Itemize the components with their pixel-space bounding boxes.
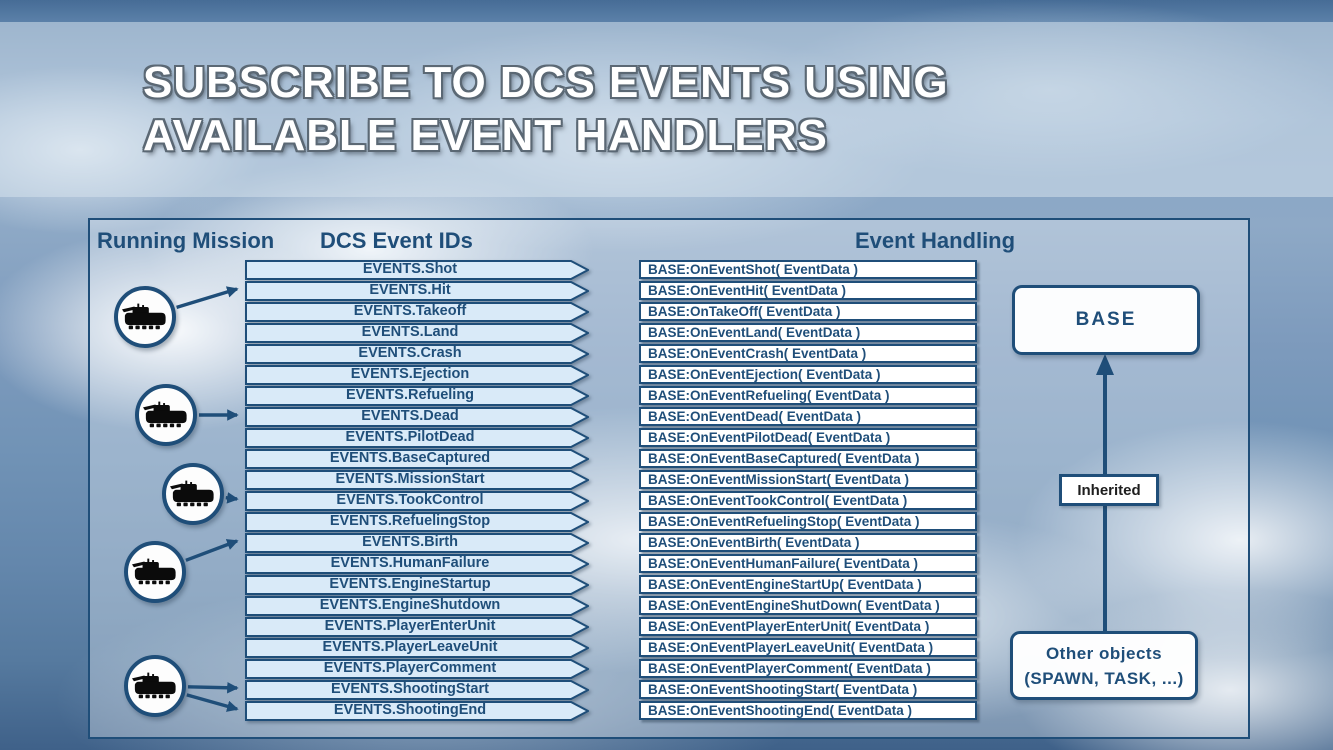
event-id-arrow xyxy=(245,575,589,595)
event-id-arrow xyxy=(245,554,589,574)
event-handler-box: BASE:OnEventShootingEnd( EventData ) xyxy=(639,701,977,720)
event-id-label: EVENTS.Land xyxy=(361,324,459,340)
inherited-label: Inherited xyxy=(1077,481,1141,499)
event-id-label: EVENTS.BaseCaptured xyxy=(329,450,491,466)
event-handler-box: BASE:OnEventDead( EventData ) xyxy=(639,407,977,426)
tank-icon xyxy=(170,480,216,509)
column-header-running-mission: Running Mission xyxy=(97,228,275,253)
event-id-label: EVENTS.MissionStart xyxy=(335,471,485,487)
event-handler-box: BASE:OnEventBirth( EventData ) xyxy=(639,533,977,552)
event-id-label: EVENTS.EngineShutdown xyxy=(319,597,501,613)
running-mission-unit-circle xyxy=(124,655,186,717)
running-mission-unit-circle xyxy=(114,286,176,348)
tank-icon xyxy=(122,303,168,332)
event-id-label: EVENTS.TookControl xyxy=(336,492,484,508)
event-id-label: EVENTS.RefuelingStop xyxy=(329,513,491,529)
event-handler-box: BASE:OnEventHumanFailure( EventData ) xyxy=(639,554,977,573)
event-handler-box: BASE:OnEventPilotDead( EventData ) xyxy=(639,428,977,447)
event-handler-box: BASE:OnEventLand( EventData ) xyxy=(639,323,977,342)
slide-title xyxy=(143,56,949,162)
event-id-label: EVENTS.Ejection xyxy=(350,366,470,382)
event-id-label: EVENTS.Hit xyxy=(369,282,451,298)
event-handler-box: BASE:OnEventEngineStartUp( EventData ) xyxy=(639,575,977,594)
event-handler-box: BASE:OnEventPlayerEnterUnit( EventData ) xyxy=(639,617,977,636)
event-id-arrow xyxy=(245,491,589,511)
event-id-label: EVENTS.HumanFailure xyxy=(330,555,490,571)
slide-title-line2: AVAILABLE EVENT HANDLERS xyxy=(143,111,828,160)
event-id-arrow xyxy=(245,365,589,385)
event-id-arrow xyxy=(245,260,589,280)
event-handler-box: BASE:OnEventRefuelingStop( EventData ) xyxy=(639,512,977,531)
other-objects-line1: Other objects xyxy=(1045,643,1163,663)
event-id-arrow xyxy=(245,449,589,469)
event-id-label: EVENTS.PlayerEnterUnit xyxy=(324,618,496,634)
running-mission-unit-circle xyxy=(162,463,224,525)
base-class-label: BASE xyxy=(1075,309,1137,330)
event-id-label: EVENTS.Birth xyxy=(362,534,458,550)
event-id-label: EVENTS.Refueling xyxy=(345,387,475,403)
event-id-label: EVENTS.PlayerComment xyxy=(323,660,497,676)
event-handler-box: BASE:OnEventShot( EventData ) xyxy=(639,260,977,279)
event-handler-box: BASE:OnEventShootingStart( EventData ) xyxy=(639,680,977,699)
tank-icon xyxy=(132,672,178,701)
column-header-event-handling: Event Handling xyxy=(854,228,1016,253)
running-mission-unit-circle xyxy=(135,384,197,446)
event-id-label: EVENTS.EngineStartup xyxy=(329,576,491,592)
event-id-label: EVENTS.ShootingEnd xyxy=(333,702,487,718)
event-id-arrow xyxy=(245,638,589,658)
column-header-dcs-event-ids: DCS Event IDs xyxy=(320,228,473,253)
running-mission-unit-circle xyxy=(124,541,186,603)
event-handler-box: BASE:OnEventHit( EventData ) xyxy=(639,281,977,300)
event-handler-box: BASE:OnEventCrash( EventData ) xyxy=(639,344,977,363)
event-handler-box: BASE:OnEventBaseCaptured( EventData ) xyxy=(639,449,977,468)
event-id-label: EVENTS.Dead xyxy=(361,408,459,424)
inherited-label-box xyxy=(1059,474,1159,506)
event-id-arrow xyxy=(245,701,589,721)
event-handler-box: BASE:OnEventEjection( EventData ) xyxy=(639,365,977,384)
other-objects-box xyxy=(1010,631,1198,700)
tank-icon xyxy=(132,558,178,587)
event-id-arrow xyxy=(245,344,589,364)
event-id-arrow xyxy=(245,596,589,616)
event-handler-box: BASE:OnEventEngineShutDown( EventData ) xyxy=(639,596,977,615)
event-id-arrow xyxy=(245,533,589,553)
event-id-label: EVENTS.PilotDead xyxy=(345,429,475,445)
event-handler-box: BASE:OnEventRefueling( EventData ) xyxy=(639,386,977,405)
event-id-label: EVENTS.Crash xyxy=(358,345,462,361)
event-id-label: EVENTS.PlayerLeaveUnit xyxy=(322,639,498,655)
event-handler-box: BASE:OnEventPlayerLeaveUnit( EventData ) xyxy=(639,638,977,657)
event-id-arrow xyxy=(245,470,589,490)
event-id-label: EVENTS.ShootingStart xyxy=(331,681,489,697)
event-handler-box: BASE:OnTakeOff( EventData ) xyxy=(639,302,977,321)
base-class-box xyxy=(1012,285,1200,355)
event-handler-box: BASE:OnEventMissionStart( EventData ) xyxy=(639,470,977,489)
event-id-label: EVENTS.Takeoff xyxy=(353,303,467,319)
event-id-arrow xyxy=(245,617,589,637)
event-id-arrow xyxy=(245,659,589,679)
event-handler-box: BASE:OnEventPlayerComment( EventData ) xyxy=(639,659,977,678)
event-id-arrow xyxy=(245,407,589,427)
event-id-arrow xyxy=(245,428,589,448)
event-id-label: EVENTS.Shot xyxy=(362,261,458,277)
event-id-arrow xyxy=(245,302,589,322)
event-id-arrow xyxy=(245,323,589,343)
event-handler-box: BASE:OnEventTookControl( EventData ) xyxy=(639,491,977,510)
event-id-arrow xyxy=(245,281,589,301)
tank-icon xyxy=(143,401,189,430)
event-id-arrow xyxy=(245,680,589,700)
other-objects-line2: (SPAWN, TASK, ...) xyxy=(1024,668,1184,688)
event-id-arrow xyxy=(245,512,589,532)
event-id-arrow xyxy=(245,386,589,406)
slide-title-line1: SUBSCRIBE TO DCS EVENTS USING xyxy=(143,58,949,107)
